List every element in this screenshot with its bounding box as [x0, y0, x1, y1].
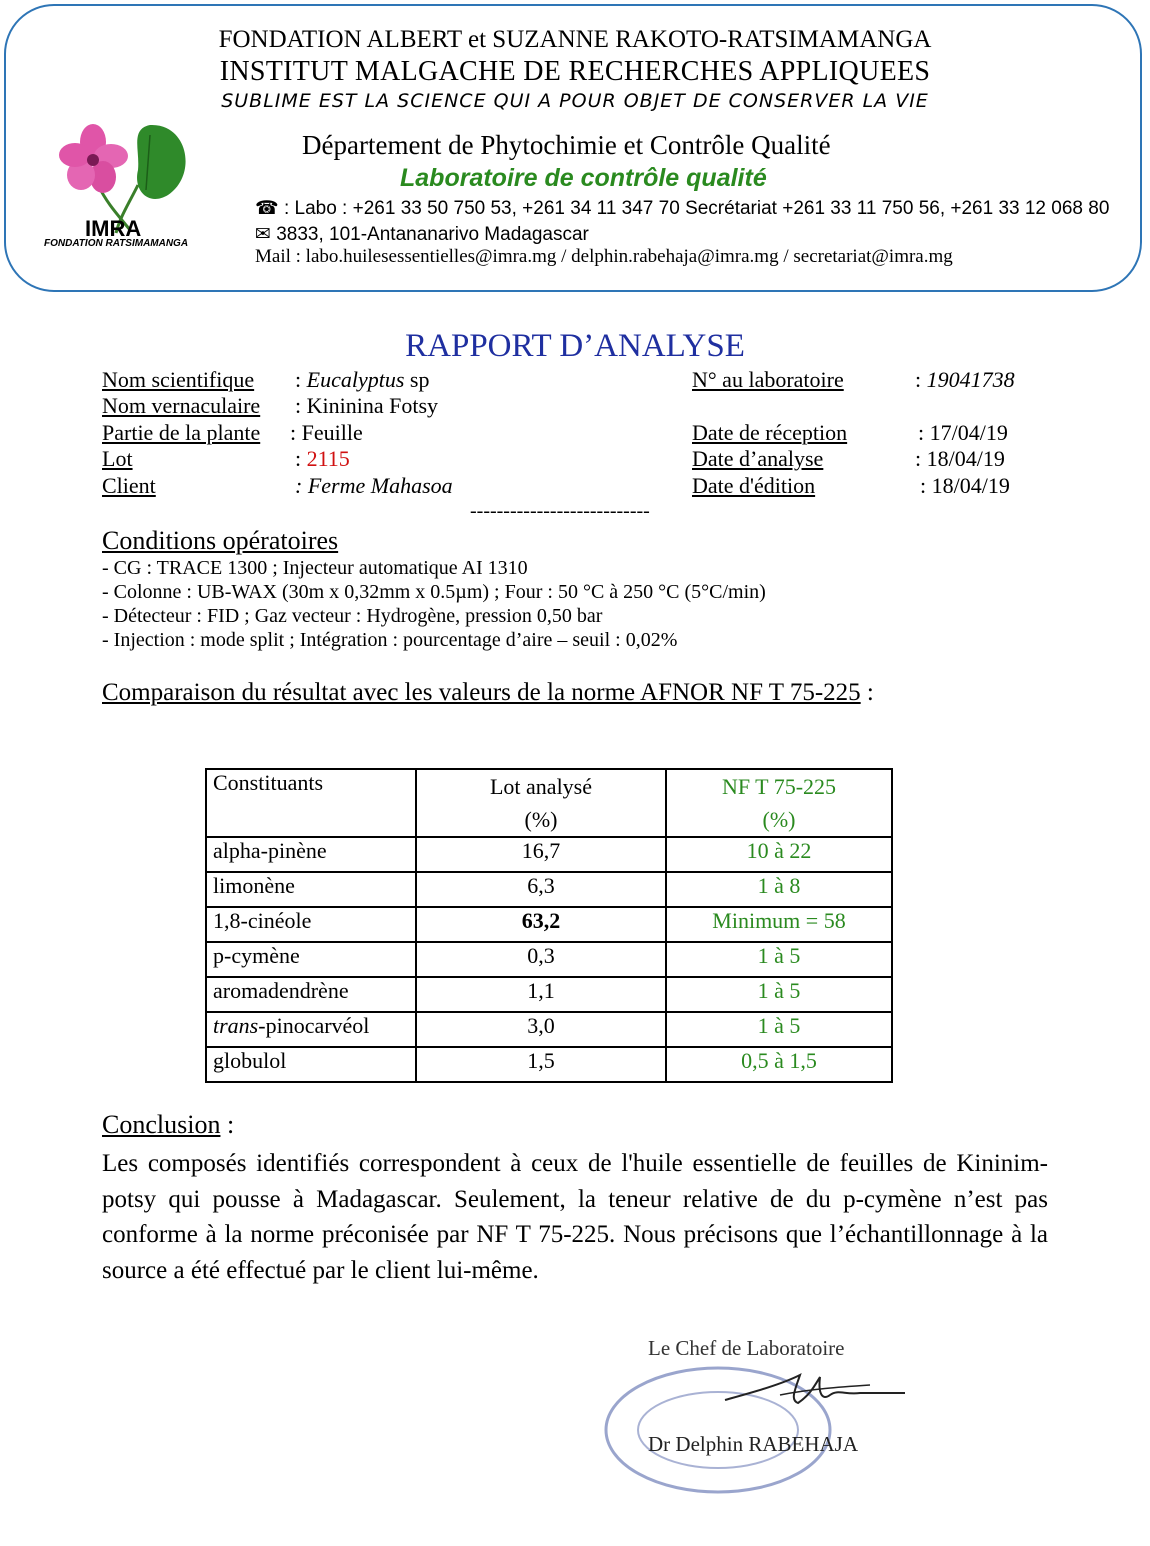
field-label-edition-date: Date d'édition: [692, 473, 816, 498]
conditions-title: Conditions opératoires: [102, 526, 339, 555]
institute-name: INSTITUT MALGACHE DE RECHERCHES APPLIQUEES: [219, 56, 931, 87]
conclusion-text: Les composés identifiés correspondent à ceux de l'huile essentielle de feuilles de Kininim-potsy qui pousse à Madagascar. Seulement, la teneur relative de du p-cymène n’est pas conforme à la norme préconisée par NF T 75-225. Nous précisons que l’échantillonnage à la source a été effectué par le client lui-même.: [102, 1150, 1048, 1284]
header-lot-analyzed: Lot analysé (%): [416, 769, 666, 837]
results-table: [205, 768, 893, 1083]
report-title: RAPPORT D’ANALYSE: [405, 328, 745, 364]
address: 3833, 101-Antananarivo Madagascar: [276, 224, 589, 245]
table-row: 1,8-cinéole 63,2 Minimum = 58: [206, 907, 892, 942]
table-header-row: [206, 769, 892, 837]
field-label-reception-date: Date de réception: [692, 420, 848, 445]
field-value-analysis-date: : 18/04/19: [915, 446, 1005, 471]
divider: ---------------------------: [470, 500, 650, 522]
condition-line: - Colonne : UB-WAX (30m x 0,32mm x 0.5µm) ; Four : 50 °C à 250 °C (5°C/min): [102, 581, 766, 603]
field-label-plant-part: Partie de la plante: [102, 420, 261, 445]
motto: SUBLIME EST LA SCIENCE QUI A POUR OBJET DE CONSERVER LA VIE: [221, 90, 929, 112]
field-value-plant-part: : Feuille: [290, 420, 363, 445]
condition-line: - Détecteur : FID ; Gaz vecteur : Hydrogène, pression 0,50 bar: [102, 605, 603, 627]
logo-name: IMRA: [85, 216, 142, 241]
department-name: Département de Phytochimie et Contrôle Qualité: [302, 130, 831, 160]
comparison-title: Comparaison du résultat avec les valeurs de la norme AFNOR NF T 75-225 :: [102, 679, 874, 706]
field-value-reception-date: : 17/04/19: [918, 420, 1008, 445]
condition-line: - Injection : mode split ; Intégration : pourcentage d’aire – seuil : 0,02%: [102, 629, 678, 651]
signature-icon: [720, 1365, 910, 1415]
conclusion-title: Conclusion :: [102, 1110, 235, 1139]
address-line: [255, 223, 589, 246]
lab-name: Laboratoire de contrôle qualité: [400, 164, 767, 192]
mail-icon: ✉: [255, 224, 271, 245]
header-constituents: Constituants: [206, 769, 416, 837]
table-row: trans-pinocarvéol 3,0 1 à 5: [206, 1012, 892, 1047]
phone-line: [255, 197, 1109, 220]
header-norm: NF T 75-225 (%): [666, 769, 892, 837]
table-row: aromadendrène 1,1 1 à 5: [206, 977, 892, 1012]
field-value-vernacular-name: : Kininina Fotsy: [295, 393, 439, 418]
table-row: p-cymène 0,3 1 à 5: [206, 942, 892, 977]
table-row: alpha-pinène 16,7 10 à 22: [206, 837, 892, 872]
field-value-lab-number: : 19041738: [915, 367, 1015, 392]
table-row: globulol 1,5 0,5 à 1,5: [206, 1047, 892, 1082]
field-label-analysis-date: Date d’analyse: [692, 446, 824, 471]
field-value-edition-date: : 18/04/19: [920, 473, 1010, 498]
phone-numbers: : Labo : +261 33 50 750 53, +261 34 11 347 70 Secrétariat +261 33 11 750 56, +261 33 12 068 80: [283, 198, 1110, 219]
phone-icon: ☎: [255, 198, 279, 219]
foundation-name: FONDATION ALBERT et SUZANNE RAKOTO-RATSIMAMANGA: [218, 26, 932, 53]
field-value-client: : Ferme Mahasoa: [295, 473, 453, 498]
field-label-lot: Lot: [102, 446, 133, 471]
table-row: limonène 6,3 1 à 8: [206, 872, 892, 907]
signature-role: Le Chef de Laboratoire: [648, 1336, 845, 1360]
field-label-vernacular-name: Nom vernaculaire: [102, 393, 261, 418]
field-value-lot: : 2115: [295, 446, 350, 471]
condition-line: - CG : TRACE 1300 ; Injecteur automatique AI 1310: [102, 557, 528, 579]
signature-name: Dr Delphin RABEHAJA: [648, 1432, 858, 1456]
field-value-scientific-name: : Eucalyptus sp: [295, 367, 430, 392]
mail-line: Mail : labo.huilesessentielles@imra.mg / delphin.rabehaja@imra.mg / secretariat@imra.mg: [255, 246, 953, 267]
field-label-client: Client: [102, 473, 156, 498]
field-label-lab-number: N° au laboratoire: [692, 367, 844, 392]
field-label-scientific-name: Nom scientifique: [102, 367, 255, 392]
logo-subtitle: FONDATION RATSIMAMANGA: [44, 238, 189, 249]
